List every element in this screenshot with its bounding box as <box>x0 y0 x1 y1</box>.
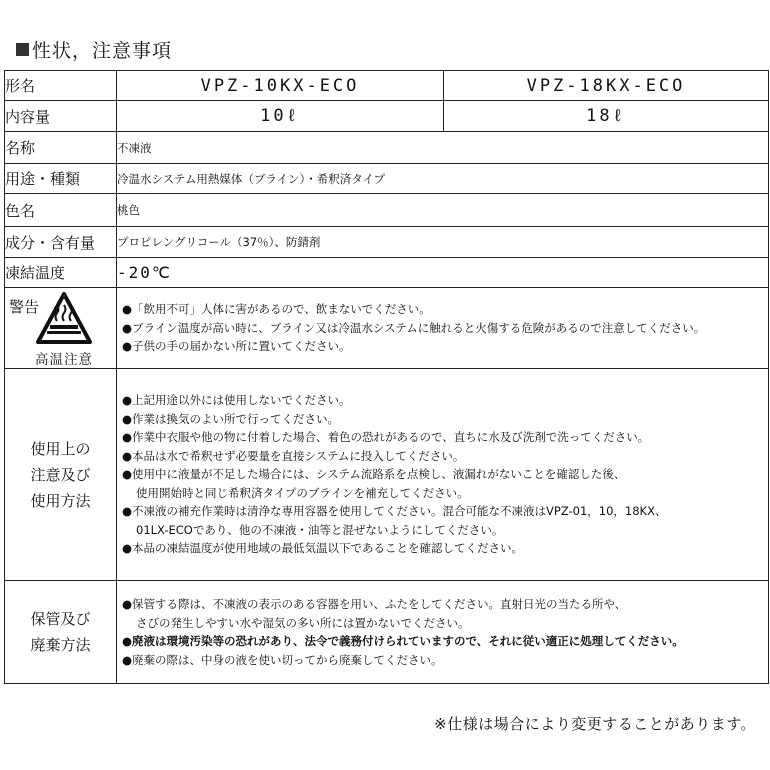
note-item <box>122 447 768 466</box>
note-item <box>122 502 768 539</box>
note-item <box>122 337 768 356</box>
section-label-line: 保管及び <box>30 610 91 628</box>
section-label-line: 注意及び <box>30 465 91 484</box>
name-row <box>5 132 769 164</box>
note-item <box>122 391 768 410</box>
warning-content <box>117 288 769 369</box>
composition-value: プロピレングリコール（37％）、防錆剤 <box>117 227 769 258</box>
usage-label: 用途・種類 <box>5 164 117 194</box>
model-18: VPZ-18KX-ECO <box>444 71 769 101</box>
note-continuation: 使用開始時と同じ希釈済タイプのブラインを補充してください。 <box>136 485 469 500</box>
model-row <box>5 71 769 101</box>
spec-table <box>4 70 769 684</box>
warning-label: 警告 <box>9 298 40 316</box>
note-item <box>122 410 768 429</box>
title-text: 性状，注意事項 <box>32 40 173 62</box>
note-item <box>122 300 768 319</box>
hot-surface-warning-icon <box>35 291 93 345</box>
page-title <box>16 36 172 63</box>
name-label: 名称 <box>5 132 117 164</box>
freezing-label: 凍結温度 <box>5 258 117 288</box>
warning-row <box>5 288 769 369</box>
note-text: ●ブライン温度が高い時に、ブライン又は冷温水システムに触れると火傷する危険があるので注意してください。 <box>122 320 706 335</box>
note-text: ●廃液は環境汚染等の恐れがあり、法令で義務付けられていますので、それに従い適正に処理してください。 <box>122 634 684 648</box>
warning-label-cell <box>5 288 117 369</box>
note-item <box>122 632 768 651</box>
note-text: ●不凍液の補充作業時は清浄な専用容器を使用してください。混合可能な不凍液はVPZ-01，10，18KX、 <box>122 504 667 519</box>
note-item <box>122 651 768 670</box>
model-10: VPZ-10KX-ECO <box>117 71 444 101</box>
color-row <box>5 194 769 227</box>
hot-caution-caption: 高温注意 <box>35 352 93 368</box>
storage-content <box>117 581 769 684</box>
note-text: ●「飲用不可」人体に害があるので、飲まないでください。 <box>122 302 431 317</box>
capacity-row <box>5 101 769 132</box>
note-text: ●作業中衣服や他の物に付着した場合、着色の恐れがあるので、直ちに水及び洗剤で洗ってください。 <box>122 430 650 445</box>
capacity-10: 10ℓ <box>117 101 444 132</box>
note-text: ●使用中に液量が不足した場合には、システム流路系を点検し、液漏れがないことを確認した後、 <box>122 467 626 482</box>
storage-row <box>5 581 769 684</box>
usage-notes-row <box>5 369 769 581</box>
usage-notes-content <box>117 369 769 581</box>
note-text: ●本品の凍結温度が使用地域の最低気温以下であることを確認してください。 <box>122 541 524 556</box>
model-label: 形名 <box>5 71 117 101</box>
note-item <box>122 539 768 558</box>
capacity-label: 内容量 <box>5 101 117 132</box>
storage-label <box>5 581 117 684</box>
composition-row <box>5 227 769 258</box>
freezing-row <box>5 258 769 288</box>
note-item <box>122 465 768 502</box>
usage-value: 冷温水システム用熱媒体（ブライン）・希釈済タイプ <box>117 164 769 194</box>
note-text: ●子供の手の届かない所に置いてください。 <box>122 339 351 354</box>
usage-notes-label <box>5 369 117 581</box>
warning-list <box>117 300 768 356</box>
color-value: 桃色 <box>117 194 769 227</box>
section-label-line: 使用上の <box>30 439 91 458</box>
note-item <box>122 319 768 338</box>
capacity-18: 18ℓ <box>444 101 769 132</box>
note-continuation: 01LX-ECOであり、他の不凍液・油等と混ぜないようにしてください。 <box>136 522 504 537</box>
section-label-line: 廃棄方法 <box>30 636 91 654</box>
note-item <box>122 595 768 632</box>
note-text: ●廃棄の際は、中身の液を使い切ってから廃棄してください。 <box>122 652 443 667</box>
freezing-value: -20℃ <box>117 258 769 288</box>
section-label-line: 使用方法 <box>30 491 91 510</box>
composition-label: 成分・含有量 <box>5 227 117 258</box>
usage-row <box>5 164 769 194</box>
name-value: 不凍液 <box>117 132 769 164</box>
note-text: ●保管する際は、不凍液の表示のある容器を用い、ふたをしてください。直射日光の当たる所や、 <box>122 597 627 611</box>
note-item <box>122 428 768 447</box>
footnote: ※仕様は場合により変更することがあります。 <box>434 715 756 733</box>
usage-notes-list <box>117 391 768 558</box>
note-continuation: さびの発生しやすい水や湿気の多い所には置かないでください。 <box>136 615 470 630</box>
storage-list <box>117 595 768 669</box>
note-text: ●作業は換気のよい所で行ってください。 <box>122 411 340 426</box>
color-label: 色名 <box>5 194 117 227</box>
note-text: ●本品は水で希釈せず必要量を直接システムに投入してください。 <box>122 448 465 463</box>
title-square-icon <box>16 43 29 56</box>
note-text: ●上記用途以外には使用しないでください。 <box>122 393 351 408</box>
